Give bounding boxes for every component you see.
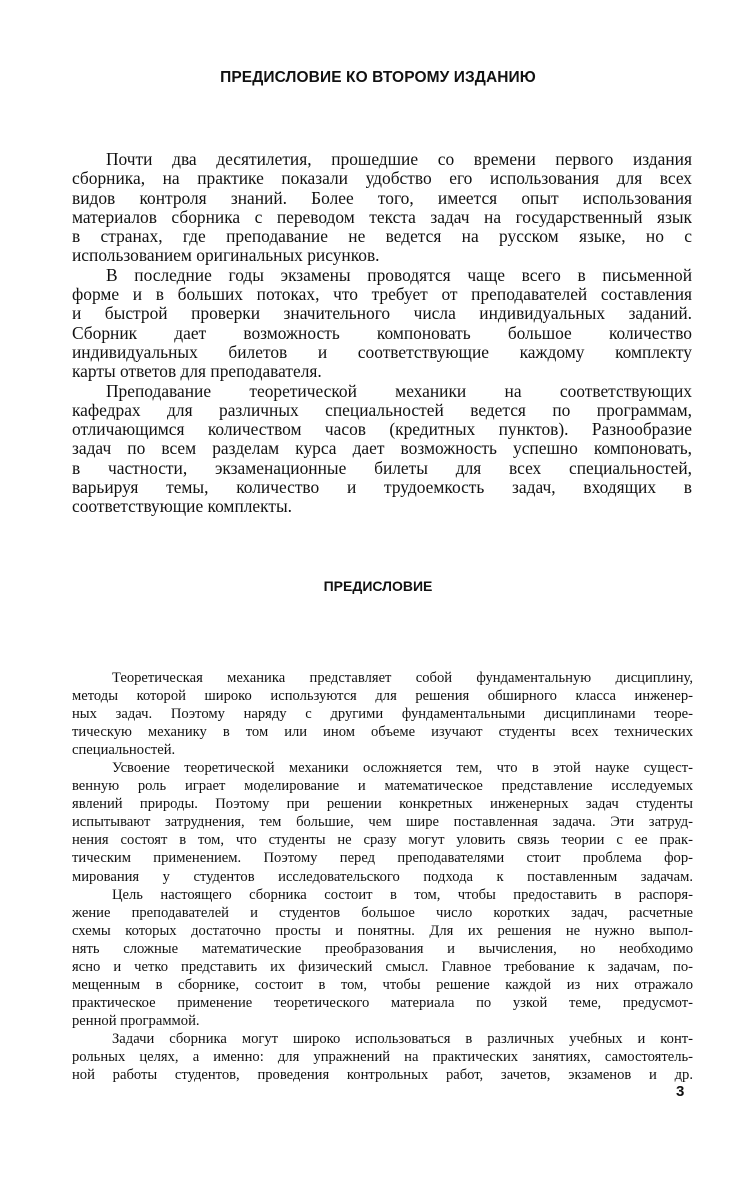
preface-body	[72, 669, 693, 1084]
paragraph	[72, 266, 692, 382]
paragraph	[72, 669, 693, 759]
text-line: варьируя темы, количество и трудоемкость задач, входящих в	[72, 478, 692, 498]
text-line: ных задач. Поэтому наряду с другими фундаментальными дисциплинами теоре-	[72, 706, 693, 723]
text-line: Сборник дает возможность компоновать большое количество	[72, 323, 692, 343]
paragraph	[72, 382, 692, 517]
second-edition-preface-body	[72, 150, 692, 517]
text-line: Почти два десятилетия, прошедшие со времени первого издания	[106, 150, 692, 169]
text-line: схемы которых достаточно просты и понятны. Для их решения не нужно выпол-	[72, 922, 693, 939]
text-line: в частности, экзаменационные билеты для всех специальностей,	[72, 458, 692, 478]
preface-title: ПРЕДИСЛОВИЕ	[323, 578, 433, 594]
text-line: жение преподавателей и студентов большое число коротких задач, расчетные	[72, 904, 693, 921]
text-line: Задачи сборника могут широко использоваться в различных учебных и конт-	[112, 1030, 693, 1047]
text-line: Цель настоящего сборника состоит в том, чтобы предоставить в распоря-	[112, 886, 693, 903]
text-line: тическим применением. Поэтому перед преподавателями стоит проблема фор-	[72, 850, 693, 867]
text-line: методы которой широко используются для решения обширного класса инженер-	[72, 688, 693, 705]
text-line: венную роль играет моделирование и математическое представление исследуемых	[72, 778, 693, 795]
text-line: Теоретическая механика представляет собой фундаментальную дисциплину,	[112, 670, 693, 686]
paragraph	[72, 150, 692, 266]
text-line: карты ответов для преподавателя.	[72, 362, 322, 382]
text-line: нения состоят в том, что студенты не сразу могут уловить связь теории с ее прак-	[72, 832, 693, 849]
text-line: и быстрой проверки значительного числа индивидуальных заданий.	[72, 304, 692, 324]
text-line: специальностей.	[72, 742, 176, 759]
text-line: явлений природы. Поэтому при решении конкретных инженерных задач студенты	[72, 796, 693, 813]
text-line: в странах, где преподавание не ведется на русском языке, но с	[72, 227, 692, 247]
text-line: мирования у студентов исследовательского подхода к поставленным задачам.	[72, 868, 693, 885]
text-line: ренной программой.	[72, 1012, 200, 1029]
text-line: тическую механику в том или ином объеме изучают студенты всех технических	[72, 724, 693, 741]
paragraph	[72, 759, 693, 885]
text-line: материалов сборника с переводом текста задач на государственный язык	[72, 207, 692, 227]
text-line: видов контроля знаний. Более того, имеется опыт использования	[72, 188, 692, 208]
text-line: испытывают затруднения, тем большие, чем шире поставленная задача. Эти затруд-	[72, 814, 693, 831]
text-line: мещенным в сборнике, состоит в том, чтобы решение каждой из них отражало	[72, 976, 693, 993]
text-line: практическое применение теоретического материала по узкой теме, предусмот-	[72, 994, 693, 1011]
page-number: 3	[676, 1083, 685, 1100]
text-line: В последние годы экзамены проводятся чаще всего в письменной	[106, 265, 692, 285]
text-line: форме и в больших потоках, что требует от преподавателей составления	[72, 285, 692, 305]
text-line: использованием оригинальных рисунков.	[72, 246, 380, 266]
text-line: рольных целях, а именно: для упражнений на практических занятиях, самостоятель-	[72, 1048, 693, 1065]
text-line: ной работы студентов, проведения контрольных работ, зачетов, экзаменов и др.	[72, 1067, 693, 1084]
text-line: сборника, на практике показали удобство его использования для всех	[72, 169, 692, 189]
paragraph	[72, 886, 693, 1030]
text-line: Преподавание теоретической механики на соответствующих	[106, 381, 692, 401]
text-line: индивидуальных билетов и соответствующие каждому комплекту	[72, 342, 692, 362]
text-line: ясно и четко представить их физический смысл. Главное требование к задачам, по-	[72, 958, 693, 975]
text-line: нять сложные математические преобразования и вычисления, но необходимо	[72, 940, 693, 957]
text-line: отличающимся количеством часов (кредитных пунктов). Разнообразие	[72, 420, 692, 440]
second-edition-preface-title: ПРЕДИСЛОВИЕ КО ВТОРОМУ ИЗДАНИЮ	[220, 69, 536, 86]
text-line: кафедрах для различных специальностей ведется по программам,	[72, 400, 692, 420]
text-line: Усвоение теоретической механики осложняется тем, что в этой науке сущест-	[112, 760, 693, 777]
text-line: задач по всем разделам курса дает возможность успешно компоновать,	[72, 439, 692, 459]
paragraph	[72, 1030, 693, 1084]
text-line: соответствующие комплекты.	[72, 497, 292, 517]
